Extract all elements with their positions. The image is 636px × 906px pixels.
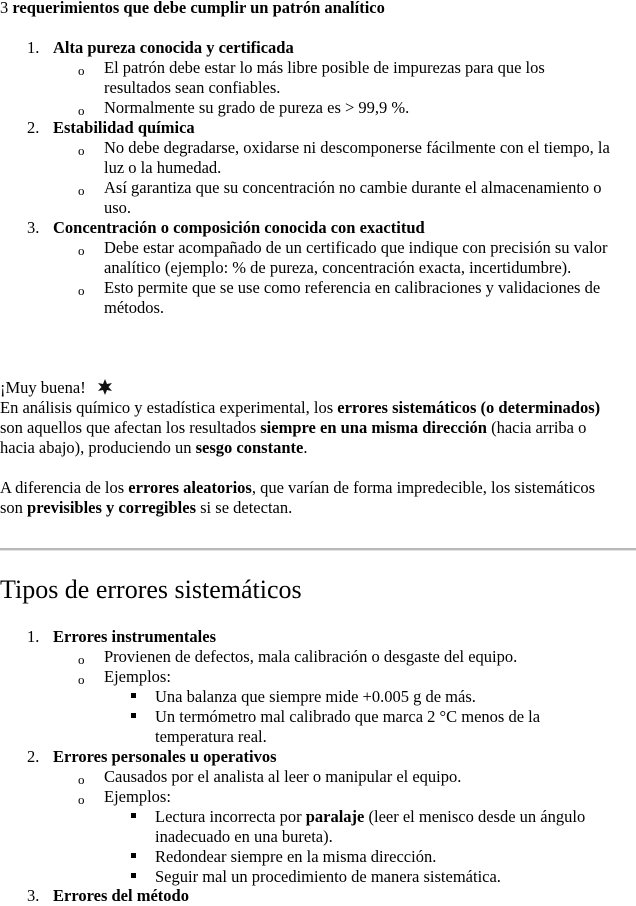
list-item-text: luz o la humedad.: [104, 158, 222, 177]
square-bullet-icon: [131, 813, 136, 818]
list-item-title: Estabilidad química: [53, 118, 195, 137]
list-item-text: Esto permite que se use como referencia en calibraciones y validaciones de: [104, 278, 601, 297]
square-bullet-icon: [131, 693, 136, 698]
list-item-text: Así garantiza que su concentración no cambie durante el almacenamiento o: [104, 178, 602, 197]
list-number: 3.: [27, 218, 40, 237]
bullet-icon: o: [78, 143, 85, 158]
paragraph-line: son previsibles y corregibles si se detectan.: [0, 498, 293, 517]
list-number: 2.: [27, 118, 40, 137]
bullet-icon: o: [78, 63, 85, 78]
list-item-title: Errores del método: [53, 886, 189, 905]
star-sparkle-icon: [97, 379, 113, 395]
paragraph-line: En análisis químico y estadística experimental, los errores sistemáticos (o determinados): [0, 398, 601, 417]
list-item-text: Ejemplos:: [104, 787, 171, 806]
bullet-icon: o: [78, 672, 85, 687]
list-item-text: uso.: [104, 198, 132, 217]
square-bullet-icon: [131, 713, 136, 718]
list-item-text: No debe degradarse, oxidarse ni descomponerse fácilmente con el tiempo, la: [104, 138, 610, 157]
list-item-text: Normalmente su grado de pureza es > 99,9 %.: [104, 98, 410, 117]
list-number: 3.: [27, 886, 40, 905]
list-item-text: Redondear siempre en la misma dirección.: [155, 847, 437, 866]
list-item-text: métodos.: [104, 298, 165, 317]
list-item-text: Causados por el analista al leer o manipular el equipo.: [104, 767, 462, 786]
paragraph-line: son aquellos que afectan los resultados siempre en una misma dirección (hacia arriba o: [0, 418, 587, 437]
bullet-icon: o: [78, 652, 85, 667]
list-item-title: Concentración o composición conocida con exactitud: [53, 218, 425, 237]
list-item-text: analítico (ejemplo: % de pureza, concentración exacta, incertidumbre).: [104, 258, 572, 277]
list-item-text: Lectura incorrecta por paralaje (leer el menisco desde un ángulo: [155, 807, 586, 826]
list-item-text: inadecuado en una bureta).: [155, 827, 333, 846]
list-item-text: El patrón debe estar lo más libre posible de impurezas para que los: [104, 58, 545, 77]
bullet-icon: o: [78, 792, 85, 807]
paragraph-line: A diferencia de los errores aleatorios, que varían de forma impredecible, los sistemáticos: [0, 478, 596, 497]
square-bullet-icon: [131, 873, 136, 878]
list-item-text: Ejemplos:: [104, 667, 171, 686]
list-item-text: Debe estar acompañado de un certificado que indique con precisión su valor: [104, 238, 608, 257]
list-item-text: temperatura real.: [155, 727, 267, 746]
list-item-title: Errores personales u operativos: [53, 747, 277, 766]
list-item-text: Seguir mal un procedimiento de manera sistemática.: [155, 867, 501, 886]
list-number: 1.: [27, 627, 40, 646]
horizontal-rule: [0, 548, 636, 551]
list-item-text: Provienen de defectos, mala calibración o desgaste del equipo.: [104, 647, 518, 666]
page-heading: Tipos de errores sistemáticos: [0, 575, 302, 604]
list-item-title: Alta pureza conocida y certificada: [53, 38, 294, 57]
greeting: ¡Muy buena!: [0, 378, 86, 397]
bullet-icon: o: [78, 103, 85, 118]
list-item-text: resultados sean confiables.: [104, 78, 281, 97]
list-number: 2.: [27, 747, 40, 766]
section-title: 3 requerimientos que debe cumplir un patrón analítico: [0, 0, 385, 17]
bullet-icon: o: [78, 243, 85, 258]
square-bullet-icon: [131, 853, 136, 858]
bullet-icon: o: [78, 772, 85, 787]
list-item-text: Una balanza que siempre mide +0.005 g de más.: [155, 687, 476, 706]
paragraph-line: hacia abajo), produciendo un sesgo constante.: [0, 438, 308, 457]
bullet-icon: o: [78, 183, 85, 198]
list-item-title: Errores instrumentales: [53, 627, 216, 646]
list-item-text: Un termómetro mal calibrado que marca 2 °C menos de la: [155, 707, 541, 726]
list-number: 1.: [27, 38, 40, 57]
bullet-icon: o: [78, 283, 85, 298]
